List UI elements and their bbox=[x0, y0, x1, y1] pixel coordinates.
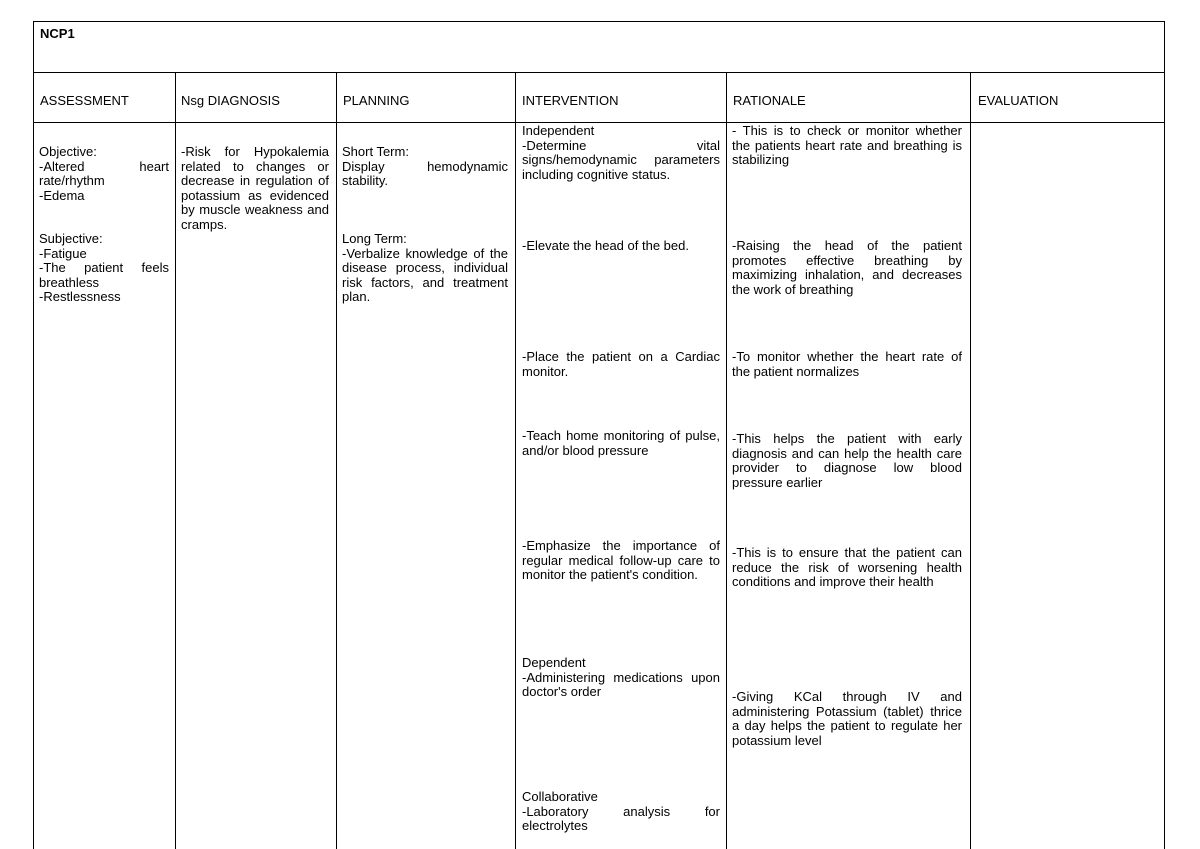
planning-short-term-text: Short Term: Display hemodynamic stability. bbox=[342, 144, 508, 188]
planning-long-term-text: Long Term: -Verbalize knowledge of the disease process, individual risk factors, and treatment plan. bbox=[342, 231, 508, 304]
intervention-1-text: Independent -Determine vital signs/hemodynamic parameters including cognitive status. bbox=[522, 123, 720, 182]
rationale-vital-signs bbox=[732, 124, 962, 168]
rationale-4-text: -This helps the patient with early diagnosis and can help the health care provider to diagnose low blood pressure earlier bbox=[732, 431, 962, 490]
header-evaluation: EVALUATION bbox=[978, 93, 1059, 108]
rationale-home-monitoring bbox=[732, 432, 962, 490]
nursing-diagnosis bbox=[181, 145, 329, 232]
assessment-objective bbox=[39, 145, 169, 203]
header-row bbox=[34, 73, 1164, 123]
rationale-3-text: -To monitor whether the heart rate of the patient normalizes bbox=[732, 349, 962, 379]
title-row bbox=[34, 22, 1164, 73]
assessment-subjective-text: Subjective: -Fatigue -The patient feels breathless -Restlessness bbox=[39, 231, 169, 304]
planning-long-term bbox=[342, 232, 508, 305]
header-rationale: RATIONALE bbox=[733, 93, 806, 108]
rationale-potassium bbox=[732, 690, 962, 748]
intervention-5-text: -Emphasize the importance of regular medical follow-up care to monitor the patient's condition. bbox=[522, 538, 720, 582]
assessment-objective-text: Objective: -Altered heart rate/rhythm -Edema bbox=[39, 144, 169, 203]
column-divider bbox=[726, 73, 727, 849]
column-divider bbox=[970, 73, 971, 849]
rationale-cardiac-monitor bbox=[732, 350, 962, 379]
rationale-1-text: - This is to check or monitor whether the patients heart rate and breathing is stabilizing bbox=[732, 123, 962, 167]
header-nsg-diagnosis: Nsg DIAGNOSIS bbox=[181, 93, 280, 108]
intervention-2-text: -Elevate the head of the bed. bbox=[522, 238, 689, 253]
rationale-elevate-head bbox=[732, 239, 962, 297]
intervention-collaborative bbox=[522, 790, 720, 834]
rationale-6-text: -Giving KCal through IV and administering Potassium (tablet) thrice a day helps the patient to regulate her potassium level bbox=[732, 689, 962, 748]
intervention-6-text: Dependent -Administering medications upon doctor's order bbox=[522, 655, 720, 699]
intervention-home-monitoring bbox=[522, 429, 720, 458]
intervention-independent bbox=[522, 124, 720, 182]
intervention-7-text: Collaborative -Laboratory analysis for electrolytes bbox=[522, 789, 720, 833]
column-divider bbox=[175, 73, 176, 849]
intervention-cardiac-monitor bbox=[522, 350, 720, 379]
ncp-table bbox=[33, 21, 1165, 849]
column-divider bbox=[336, 73, 337, 849]
intervention-3-text: -Place the patient on a Cardiac monitor. bbox=[522, 349, 720, 379]
header-intervention: INTERVENTION bbox=[522, 93, 619, 108]
rationale-5-text: -This is to ensure that the patient can reduce the risk of worsening health conditions and improve their health bbox=[732, 545, 962, 589]
table-title: NCP1 bbox=[40, 26, 75, 41]
nursing-diagnosis-text: -Risk for Hypokalemia related to changes or decrease in regulation of potassium as evidenced by muscle weakness and cramps. bbox=[181, 144, 329, 232]
rationale-2-text: -Raising the head of the patient promotes effective breathing by maximizing inhalation, and decreases the work of breathing bbox=[732, 238, 962, 297]
planning-short-term bbox=[342, 145, 508, 189]
intervention-4-text: -Teach home monitoring of pulse, and/or blood pressure bbox=[522, 428, 720, 458]
assessment-subjective bbox=[39, 232, 169, 305]
header-planning: PLANNING bbox=[343, 93, 410, 108]
intervention-dependent bbox=[522, 656, 720, 700]
rationale-follow-up bbox=[732, 546, 962, 590]
header-assessment: ASSESSMENT bbox=[40, 93, 129, 108]
column-divider bbox=[515, 73, 516, 849]
intervention-elevate-head bbox=[522, 239, 720, 254]
intervention-follow-up bbox=[522, 539, 720, 583]
